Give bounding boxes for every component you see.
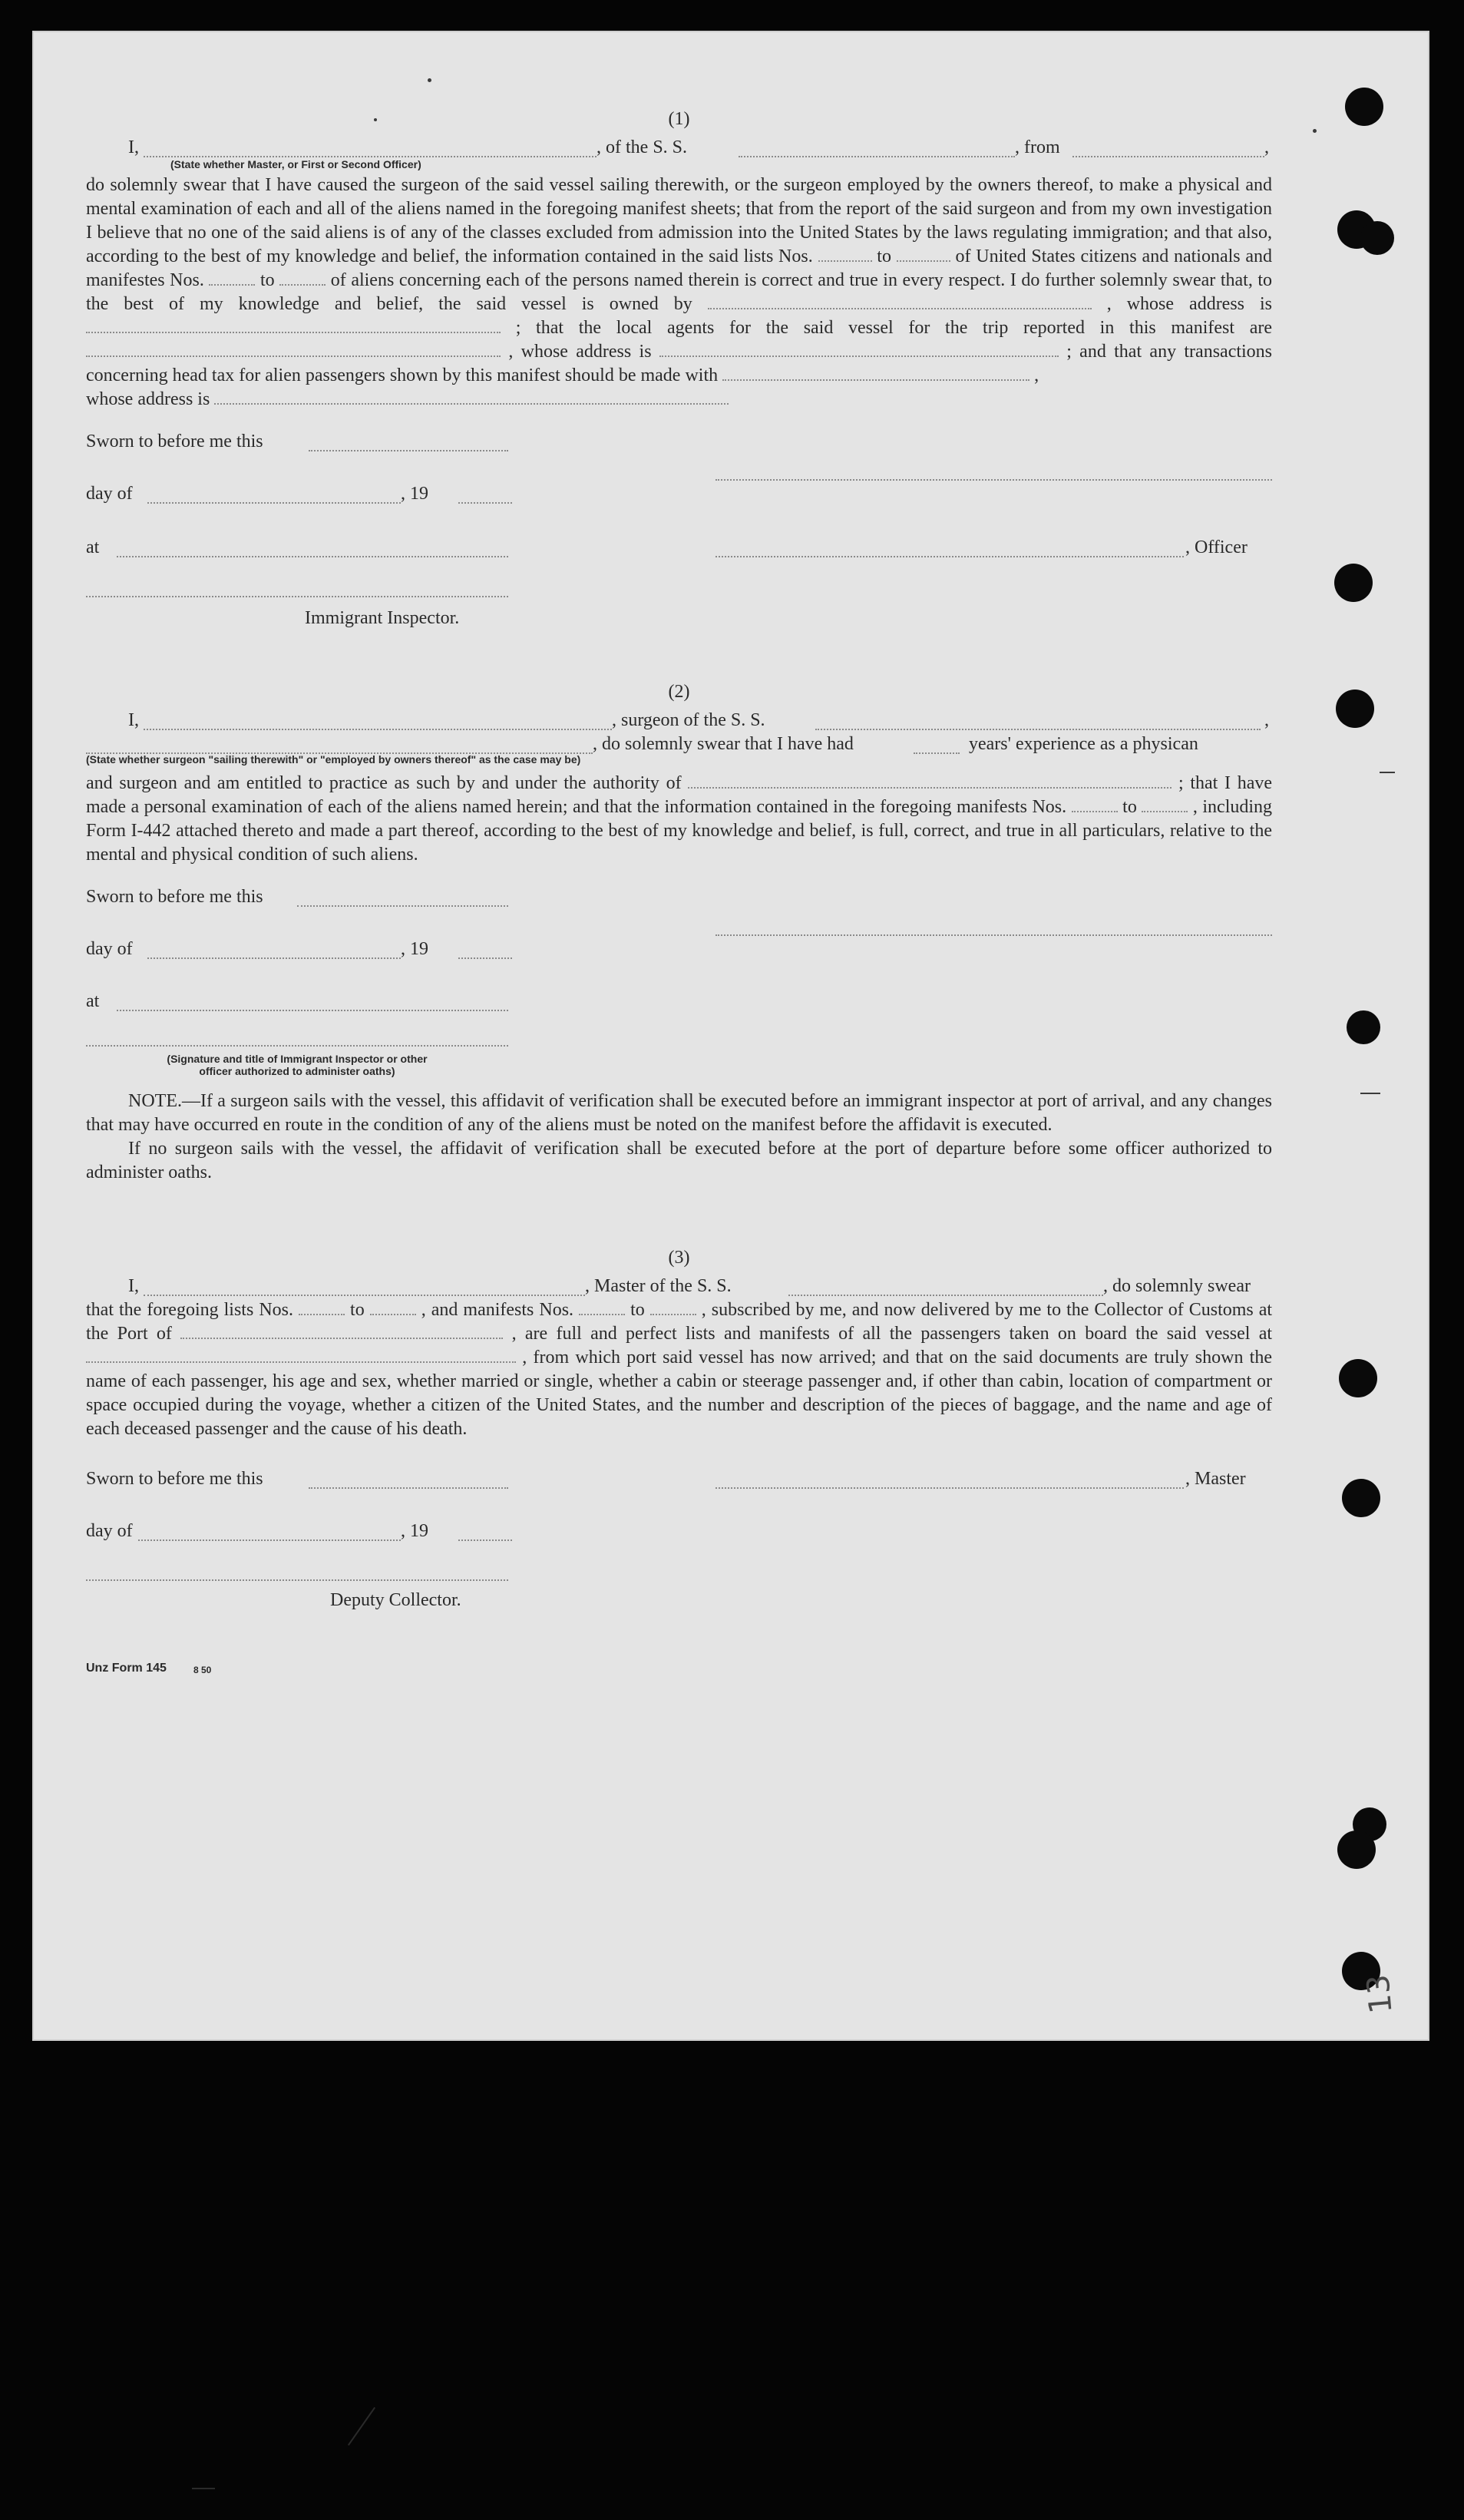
master-of-ss-label: , Master of the S. S. [585, 1276, 732, 1296]
section-1-signature-block [86, 419, 1272, 634]
signature-note-line-1: (Signature and title of Immigrant Inspector or other [167, 1053, 428, 1065]
swear-label: , do solemnly swear that I have had [593, 734, 854, 754]
from-label: , from [1015, 137, 1060, 157]
note-paragraph-2: If no surgeon sails with the vessel, the affidavit of verification shall be executed before at the port of departure before some officer authorized to administer oaths. [86, 1139, 1272, 1182]
year-label: , 19 [401, 939, 428, 959]
to-label: to [1122, 797, 1137, 817]
officer-label: , Officer [1185, 537, 1248, 557]
section-1-oath [86, 174, 1272, 412]
officer-title-line[interactable] [715, 541, 1184, 557]
oath-text: ; that the local agents for the said vessel for the trip reported in this manifest are [515, 318, 1273, 338]
scanner-scratch [192, 2488, 215, 2489]
oath-text: of aliens concerning each of the persons named therein is correct and true in every respect. I do further solemnly swear that, to the best of my knowledge and belief, the said vessel is owned by [86, 270, 1273, 314]
year-label: , 19 [401, 484, 428, 504]
section-1-number: (1) [668, 109, 690, 129]
punch-hole [1347, 1010, 1380, 1044]
section-3-oath [86, 1298, 1272, 1441]
day-of-label: day of [86, 939, 133, 959]
signature-note [117, 1053, 478, 1077]
manifest-from-field[interactable] [1072, 795, 1118, 812]
section-2-first-line [86, 709, 1272, 733]
punch-hole [1345, 88, 1383, 126]
oath-text: do solemnly swear that I have caused the surgeon of the said vessel sailing therewith, or the surgeon employed by the owners thereof, to make a physical and mental examination of each and all of the aliens named in the foregoing manifest sheets; that from the report of the said surgeon and from my own investigation I believe that no one of the said aliens is of any of the classes excluded from admission into the United States by the laws regulating immigration; and that also, according to the best of my knowledge and belief, the information contained in the said lists Nos. [86, 175, 1272, 266]
oath-text: that the foregoing lists Nos. [86, 1300, 293, 1320]
section-2-second-line [86, 733, 1272, 756]
comma: , [1034, 365, 1039, 385]
oath-text: whose address is [86, 389, 210, 409]
master-label: , Master [1185, 1469, 1246, 1489]
inspector-signature-line[interactable] [86, 1030, 508, 1047]
place-field[interactable] [117, 994, 508, 1011]
day-of-label: day of [86, 484, 133, 504]
authority-field[interactable] [688, 772, 1172, 789]
month-field[interactable] [147, 487, 401, 504]
sworn-date-field[interactable] [309, 1472, 508, 1489]
surgeon-of-ss-label: , surgeon of the S. S. [612, 710, 765, 730]
comma: , [1264, 710, 1269, 730]
oath-text: , from which port said vessel has now arrived; and that on the said documents are truly shown the name of each passenger, his age and sex, whether married or single, whether a cabin or steerage passenger and, if other than cabin, location of compartment or space occupied during the voyage, whether a citizen of the United States, and the number and description of the pieces of baggage, and the name and age of each deceased passenger and the cause of his death. [86, 1348, 1273, 1439]
to-label: to [259, 270, 275, 290]
punch-hole [1360, 221, 1394, 255]
note-paragraph-1: NOTE.—If a surgeon sails with the vessel, this affidavit of verification shall be executed before an immigrant inspector at port of arrival, and any changes that may have occurred en route in the condition of any of the aliens must be noted on the manifest before the affidavit is executed. [86, 1091, 1272, 1135]
sworn-label: Sworn to before me this [86, 1469, 263, 1489]
section-2-number: (2) [668, 682, 690, 702]
swear-label: , do solemnly swear [1103, 1276, 1251, 1296]
to-label: to [350, 1300, 365, 1320]
manifest-page [32, 31, 1429, 2041]
form-date: 8 50 [193, 1665, 212, 1675]
section-3-signature-block [86, 1457, 1272, 1610]
section-3-first-line [86, 1275, 1272, 1298]
manifest-to-field[interactable] [1142, 795, 1188, 812]
oath-text: , whose address is [1106, 294, 1273, 314]
oath-text: ; and that any transactions concerning head tax for alien passengers shown by this manifest should be made with [86, 342, 1273, 385]
citizen-list-to-field[interactable] [897, 245, 950, 262]
place-field[interactable] [117, 541, 508, 557]
margin-mark [1360, 1093, 1380, 1094]
sworn-label: Sworn to before me this [86, 887, 263, 907]
handwritten-page-number: 13 [1360, 1973, 1400, 2016]
surgeon-signature-line[interactable] [715, 919, 1272, 936]
punch-hole [1342, 1479, 1380, 1517]
month-field[interactable] [147, 942, 401, 959]
comma: , [1264, 137, 1269, 157]
name-field[interactable] [144, 141, 597, 157]
surgeon-vessel-field[interactable] [815, 713, 1261, 730]
oath-text: , are full and perfect lists and manifests of all the passengers taken on board the said vessel at [511, 1324, 1273, 1344]
agents-address-field[interactable] [659, 340, 1059, 357]
years-experience-field[interactable] [914, 737, 960, 754]
punch-hole [1339, 1359, 1377, 1397]
year-field[interactable] [458, 487, 512, 504]
day-of-label: day of [86, 1521, 133, 1541]
pronoun-i: I, [128, 1276, 139, 1296]
scanner-scratch [348, 2407, 375, 2446]
punch-hole [1336, 690, 1374, 728]
form-footer [86, 1656, 1272, 1679]
owner-address-field[interactable] [86, 316, 501, 333]
speck [1313, 129, 1317, 133]
form-code: Unz Form 145 [86, 1662, 167, 1675]
alien-manifest-from-field[interactable] [209, 269, 255, 286]
year-label: , 19 [401, 1521, 428, 1541]
lists-from-field[interactable] [299, 1298, 345, 1315]
master-signature-line[interactable] [715, 1472, 1184, 1489]
vessel-name-field[interactable] [739, 141, 1015, 157]
officer-signature-line[interactable] [715, 464, 1272, 481]
lists-to-field[interactable] [370, 1298, 416, 1315]
manifests-to-field[interactable] [650, 1298, 696, 1315]
head-tax-address-field[interactable] [214, 388, 729, 405]
pronoun-i: I, [128, 710, 139, 730]
oath-text: that I have made a personal examination of each of the aliens named herein; and that the information contained in the foregoing manifests Nos. [86, 773, 1273, 817]
head-tax-contact-field[interactable] [722, 364, 1029, 381]
inspector-label: Immigrant Inspector. [305, 608, 460, 628]
oath-text: , whose address is [508, 342, 652, 362]
master-vessel-field[interactable] [788, 1279, 1103, 1296]
document-body [86, 107, 1272, 1679]
alien-manifest-to-field[interactable] [279, 269, 326, 286]
to-label: to [877, 246, 891, 266]
sworn-date-field[interactable] [297, 890, 508, 907]
local-agents-field[interactable] [86, 340, 501, 357]
collector-port-field[interactable] [180, 1322, 503, 1339]
citizen-list-from-field[interactable] [818, 245, 872, 262]
surgeon-type-field[interactable] [86, 737, 593, 754]
inspector-signature-line[interactable] [86, 580, 508, 597]
oath-text: and surgeon and am entitled to practice as such by and under the authority of [86, 773, 682, 793]
oath-text: , and manifests Nos. [421, 1300, 574, 1320]
at-label: at [86, 537, 100, 557]
speck [428, 78, 431, 82]
section-1-first-line [86, 136, 1272, 160]
pronoun-i: I, [128, 137, 139, 157]
punch-hole [1337, 1830, 1376, 1869]
surgeon-note: (State whether surgeon "sailing therewith" or "employed by owners thereof" as the case may be) [86, 753, 581, 766]
oath-text: , including Form I-442 attached thereto and made a part thereof, according to the best of my knowledge and belief, is full, correct, and true in all particulars, relative to the mental and physical condition of such aliens. [86, 797, 1273, 865]
section-2-signature-block [86, 875, 1272, 1077]
port-from-field[interactable] [1072, 141, 1264, 157]
month-field[interactable] [138, 1524, 401, 1541]
oath-text: , subscribed by me, and now delivered by me to the Collector of Customs at the Port of [86, 1300, 1273, 1344]
sworn-date-field[interactable] [309, 435, 508, 451]
of-the-ss-label: , of the S. S. [597, 137, 688, 157]
signature-note-line-2: officer authorized to administer oaths) [199, 1065, 395, 1077]
to-label: to [630, 1300, 645, 1320]
section-2-oath [86, 772, 1272, 867]
master-name-field[interactable] [144, 1279, 585, 1296]
semicolon: ; [1178, 773, 1184, 793]
oath-text: of United States citizens and nationals and manifestes Nos. [86, 246, 1273, 290]
deputy-signature-line[interactable] [86, 1564, 508, 1581]
year-field[interactable] [458, 1524, 512, 1541]
surgeon-name-field[interactable] [144, 713, 612, 730]
sworn-label: Sworn to before me this [86, 432, 263, 451]
year-field[interactable] [458, 942, 512, 959]
owner-field[interactable] [708, 293, 1092, 309]
section-3-number: (3) [668, 1248, 690, 1268]
deputy-collector-label: Deputy Collector. [330, 1590, 461, 1610]
margin-mark [1380, 772, 1395, 773]
punch-hole [1334, 564, 1373, 602]
manifests-from-field[interactable] [579, 1298, 625, 1315]
years-label: years' experience as a physican [969, 734, 1198, 754]
at-label: at [86, 991, 100, 1011]
master-note: (State whether Master, or First or Second Officer) [170, 158, 421, 170]
boarding-port-field[interactable] [86, 1346, 516, 1363]
